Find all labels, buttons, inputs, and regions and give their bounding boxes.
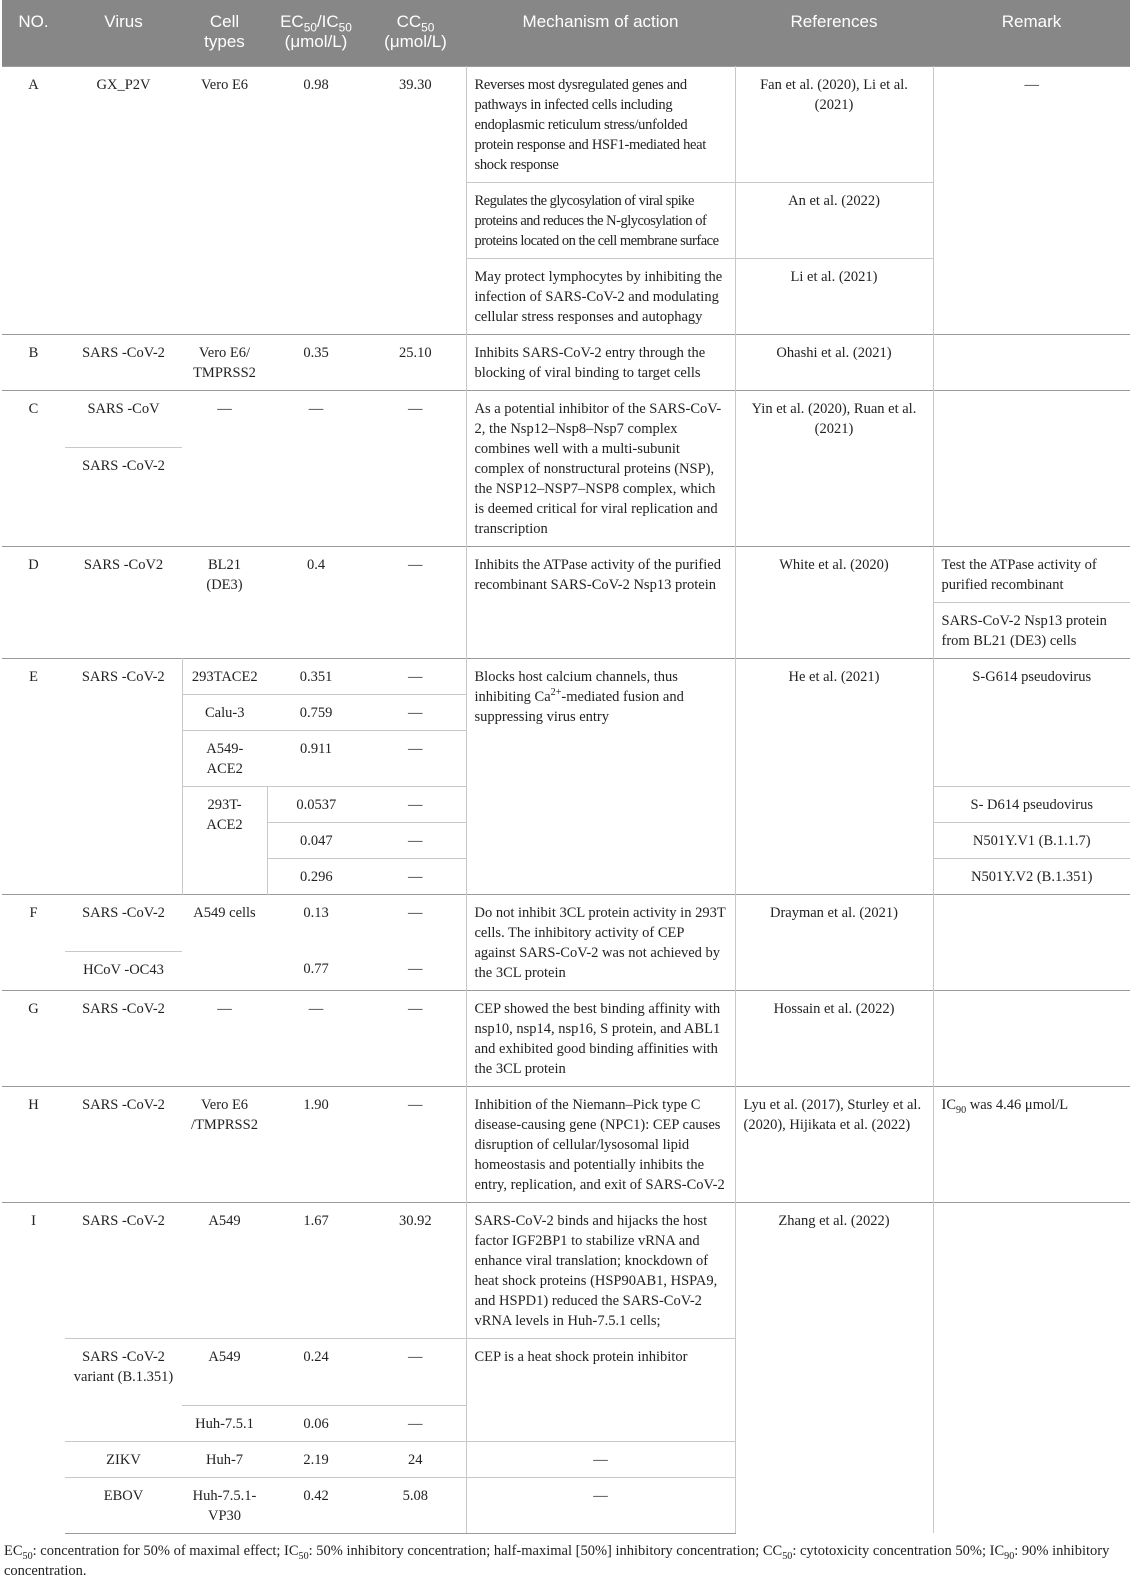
cell-cc50: — (365, 1086, 466, 1202)
cell-cc50: — (365, 694, 466, 730)
cell-no: D (2, 546, 65, 658)
cell-remark: N501Y.V2 (B.1.351) (933, 858, 1130, 894)
cell-no: B (2, 334, 65, 390)
cell-virus: SARS -CoV-2 (65, 990, 182, 1086)
col-header-remark: Remark (933, 0, 1130, 66)
col-header-mechanism: Mechanism of action (466, 0, 735, 66)
cell-remark (933, 334, 1130, 390)
cell-type: Vero E6 (182, 66, 267, 334)
cell-ec50: 0.759 (267, 694, 365, 730)
cell-mechanism: Inhibits SARS-CoV-2 entry through the blocking of viral binding to target cells (466, 334, 735, 390)
cell-type: Calu-3 (182, 694, 267, 730)
cell-type: Huh-7.5.1-VP30 (182, 1477, 267, 1533)
cell-cc50: — (365, 390, 466, 546)
cell-remark (933, 1202, 1130, 1533)
cell-mechanism: Regulates the glycosylation of viral spike proteins and reduces the N-glycosylation of proteins located on the cell membrane surface (466, 182, 735, 258)
col-header-cell-types: Cell types (182, 0, 267, 66)
cell-cc50: — (365, 1405, 466, 1441)
cell-reference: Drayman et al. (2021) (735, 894, 933, 990)
cell-no: F (2, 894, 65, 990)
cell-type: BL21 (DE3) (182, 546, 267, 658)
cell-mechanism: Inhibition of the Niemann–Pick type C disease-causing gene (NPC1): CEP causes disruption of cellular/lysosomal lipid homeostasis and potentially inhibits the entry, replication, and exit of SARS-CoV-2 (466, 1086, 735, 1202)
cell-cc50: 30.92 (365, 1202, 466, 1338)
cell-cc50: — (365, 730, 466, 786)
cell-no: H (2, 1086, 65, 1202)
cell-remark (933, 894, 1130, 990)
cell-ec50: 0.351 (267, 658, 365, 694)
cell-ec50: 0.35 (267, 334, 365, 390)
cell-type: 293TACE2 (182, 658, 267, 694)
cell-cc50: 24 (365, 1441, 466, 1477)
cell-cc50: — (365, 951, 466, 990)
cell-ec50: 0.77 (303, 961, 329, 977)
data-table (2, 0, 1130, 1534)
cell-ec50: 0.047 (267, 822, 365, 858)
cell-mechanism: — (466, 1441, 735, 1477)
cell-remark: Test the ATPase activity of purified recombinant (933, 546, 1130, 602)
cell-ec50: 2.19 (267, 1441, 365, 1477)
table-row (2, 658, 1130, 694)
cell-reference: Yin et al. (2020), Ruan et al. (2021) (735, 390, 933, 546)
cell-remark: SARS-CoV-2 Nsp13 protein from BL21 (DE3) cells (933, 602, 1130, 658)
table-row (2, 1086, 1130, 1202)
cell-virus: SARS -CoV-2 variant (B.1.351) (65, 1338, 182, 1441)
cell-remark: S-G614 pseudovirus (933, 658, 1130, 786)
cell-ec50: — (267, 390, 365, 546)
col-header-virus: Virus (65, 0, 182, 66)
cell-reference: Lyu et al. (2017), Sturley et al. (2020), Hijikata et al. (2022) (735, 1086, 933, 1202)
cell-virus: HCoV -OC43 (65, 951, 182, 990)
cell-type: A549-ACE2 (182, 730, 267, 786)
cell-cc50: 39.30 (365, 66, 466, 334)
cell-remark: N501Y.V1 (B.1.1.7) (933, 822, 1130, 858)
cell-ec50: 0.42 (267, 1477, 365, 1533)
cell-mechanism: Reverses most dysregulated genes and pathways in infected cells including endoplasmic reticulum stress/unfolded protein response and HSF1-mediated heat shock response (466, 66, 735, 182)
cell-virus: SARS -CoV-2 (65, 447, 182, 546)
cell-reference: White et al. (2020) (735, 546, 933, 658)
cell-mechanism: — (466, 1477, 735, 1533)
col-header-references: References (735, 0, 933, 66)
cell-type: Huh-7 (182, 1441, 267, 1477)
cell-cc50: — (365, 658, 466, 694)
cell-virus: SARS -CoV (65, 390, 182, 447)
cell-mechanism: As a potential inhibitor of the SARS-CoV-2, the Nsp12–Nsp8–Nsp7 complex combines well with a multi-subunit complex of nonstructural proteins (NSP), the NSP12–NSP7–NSP8 complex, which is deemed critical for viral replication and transcription (466, 390, 735, 546)
cell-type: A549 cells (182, 894, 267, 990)
cell-remark: — (933, 66, 1130, 334)
cell-type: Vero E6/ TMPRSS2 (182, 334, 267, 390)
cell-ec50: 0.911 (267, 730, 365, 786)
col-header-cc50: $CC_{50}$ (μmol/L) (365, 0, 466, 66)
table-row (2, 990, 1130, 1086)
cell-cc50: — (365, 858, 466, 894)
table-row (2, 546, 1130, 602)
cell-type: 293T-ACE2 (182, 786, 267, 894)
cell-remark (933, 390, 1130, 546)
cell-mechanism: CEP is a heat shock protein inhibitor (466, 1338, 735, 1441)
cell-remark: S- D614 pseudovirus (933, 786, 1130, 822)
cell-cc50: — (365, 822, 466, 858)
cell-type: A549 (182, 1338, 267, 1405)
cell-ec50: 0.296 (267, 858, 365, 894)
table-row (2, 334, 1130, 390)
cell-cc50: — (365, 1338, 466, 1405)
cell-mechanism: Inhibits the ATPase activity of the purified recombinant SARS-CoV-2 Nsp13 protein (466, 546, 735, 658)
cell-no: I (2, 1202, 65, 1533)
cell-virus: SARS -CoV2 (65, 546, 182, 658)
cell-no: A (2, 66, 65, 334)
cell-ec50: 0.98 (267, 66, 365, 334)
cell-ec50: — (267, 990, 365, 1086)
cell-cc50: 5.08 (365, 1477, 466, 1533)
cell-type: Huh-7.5.1 (182, 1405, 267, 1441)
cell-remark: $IC_{90}$ was 4.46 μmol/L (933, 1086, 1130, 1202)
col-header-ec50: $EC_{50}/IC_{50}$ (μmol/L) (267, 0, 365, 66)
header-row (2, 0, 1130, 66)
cell-type: — (182, 990, 267, 1086)
cell-virus: SARS -CoV-2 (65, 334, 182, 390)
cell-mechanism: May protect lymphocytes by inhibiting the infection of SARS-CoV-2 and modulating cellular stress responses and autophagy (466, 258, 735, 334)
cell-mechanism: Blocks host calcium channels, thus inhibiting $Ca^{2+}$-mediated fusion and suppressing virus entry (466, 658, 735, 894)
cell-no: C (2, 390, 65, 546)
cell-type: — (182, 390, 267, 546)
cell-ec50: 0.06 (267, 1405, 365, 1441)
cell-ec50: 0.24 (267, 1338, 365, 1405)
cell-reference: Hossain et al. (2022) (735, 990, 933, 1086)
cell-mechanism: CEP showed the best binding affinity with nsp10, nsp14, nsp16, S protein, and ABL1 and exhibited good binding affinities with the 3CL protein (466, 990, 735, 1086)
cell-virus: EBOV (65, 1477, 182, 1533)
cell-type: A549 (182, 1202, 267, 1338)
cell-ec50: 1.90 (267, 1086, 365, 1202)
cell-mechanism: Do not inhibit 3CL protein activity in 293T cells. The inhibitory activity of CEP against SARS-CoV-2 was not achieved by the 3CL protein (466, 894, 735, 990)
cell-no: E (2, 658, 65, 894)
cell-reference: He et al. (2021) (735, 658, 933, 894)
table-row (2, 1202, 1130, 1338)
cell-mechanism: SARS-CoV-2 binds and hijacks the host factor IGF2BP1 to stabilize vRNA and enhance viral translation; knockdown of heat shock proteins (HSP90AB1, HSPA9, and HSPD1) reduced the SARS-CoV-2 vRNA levels in Huh-7.5.1 cells; (466, 1202, 735, 1338)
cell-virus: SARS -CoV-2 (65, 1086, 182, 1202)
cell-type: Vero E6 /TMPRSS2 (182, 1086, 267, 1202)
cell-reference: Zhang et al. (2022) (735, 1202, 933, 1533)
cell-ec50: 0.13 (267, 894, 365, 951)
table-footnote: $EC_{50}$: concentration for 50% of maximal effect; $IC_{50}$: 50% inhibitory concentration; half-maximal [50%] inhibitory concentration; $CC_{50}$: cytotoxicity concentration 50%; $IC_{90}$: 90% inhibitory concentration. (4, 1543, 1110, 1579)
cell-reference: Fan et al. (2020), Li et al. (2021) (735, 66, 933, 182)
cell-reference: Ohashi et al. (2021) (735, 334, 933, 390)
cell-cc50: — (365, 894, 466, 951)
cell-virus: SARS -CoV-2 (65, 658, 182, 894)
cell-virus: ZIKV (65, 1441, 182, 1477)
cell-cc50: — (365, 546, 466, 658)
cell-no: G (2, 990, 65, 1086)
cell-cc50: — (365, 786, 466, 822)
cell-virus: SARS -CoV-2 (65, 894, 182, 951)
table-row (2, 894, 1130, 951)
cell-ec50: 0.0537 (267, 786, 365, 822)
cell-remark (933, 990, 1130, 1086)
cell-reference: An et al. (2022) (735, 182, 933, 258)
cell-cc50: — (365, 990, 466, 1086)
cell-reference: Li et al. (2021) (735, 258, 933, 334)
table-row (2, 66, 1130, 182)
table-row (2, 390, 1130, 447)
cell-ec50: 1.67 (267, 1202, 365, 1338)
cell-virus: GX_P2V (65, 66, 182, 334)
cell-virus: SARS -CoV-2 (65, 1202, 182, 1338)
cell-cc50: 25.10 (365, 334, 466, 390)
cell-ec50: 0.4 (267, 546, 365, 658)
col-header-no: NO. (2, 0, 65, 66)
